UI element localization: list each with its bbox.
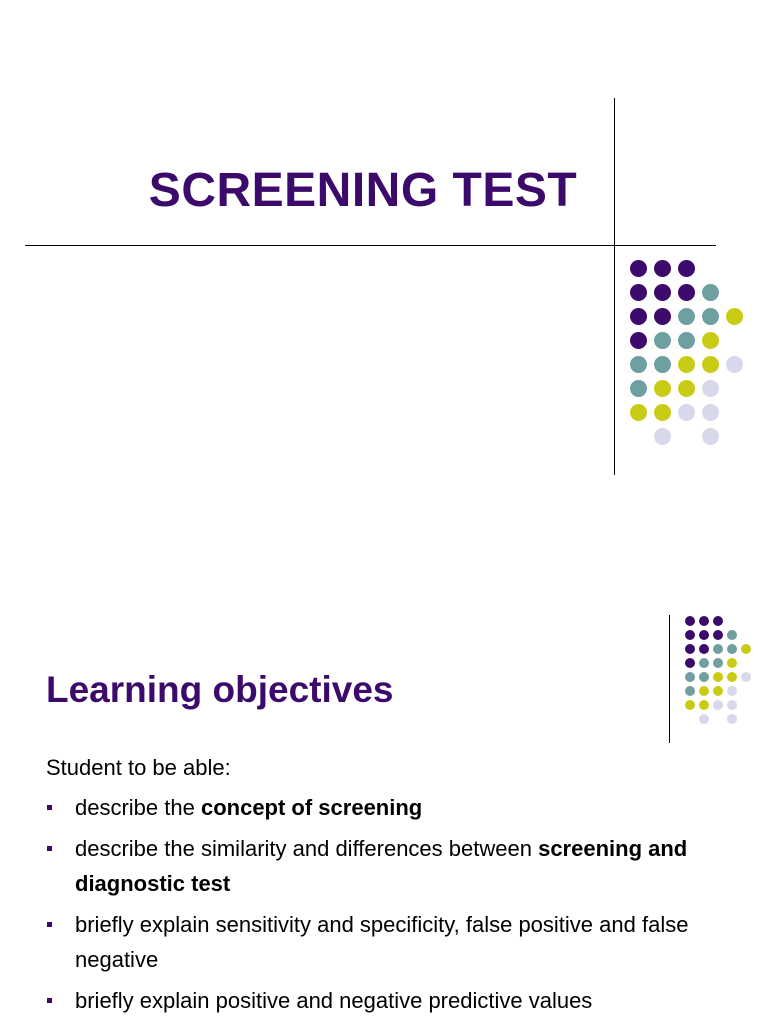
decorative-dot bbox=[699, 658, 709, 668]
decorative-dot bbox=[685, 700, 695, 710]
decorative-dot bbox=[630, 404, 647, 421]
decorative-dot bbox=[630, 260, 647, 277]
decorative-dot bbox=[685, 616, 695, 626]
decorative-dot bbox=[685, 644, 695, 654]
decorative-dot bbox=[713, 616, 723, 626]
decorative-dot bbox=[678, 308, 695, 325]
decorative-dot bbox=[726, 356, 743, 373]
decorative-dot bbox=[630, 356, 647, 373]
objectives-intro: Student to be able: bbox=[46, 755, 231, 780]
objectives-slide bbox=[0, 575, 768, 1024]
objectives-list bbox=[46, 790, 726, 1024]
decorative-dot bbox=[727, 644, 737, 654]
decorative-dot bbox=[699, 700, 709, 710]
decorative-dot bbox=[727, 714, 737, 724]
decorative-dot bbox=[654, 380, 671, 397]
decorative-dot bbox=[678, 284, 695, 301]
objectives-divider-vertical bbox=[669, 615, 670, 743]
decorative-dot bbox=[727, 672, 737, 682]
decorative-dot bbox=[654, 308, 671, 325]
decorative-dot bbox=[713, 658, 723, 668]
decorative-dot bbox=[702, 428, 719, 445]
decorative-dot bbox=[741, 644, 751, 654]
decorative-dot bbox=[654, 404, 671, 421]
decorative-dot bbox=[727, 630, 737, 640]
objective-item: briefly explain positive and negative predictive values bbox=[46, 983, 726, 1018]
decorative-dot bbox=[699, 672, 709, 682]
decorative-dot bbox=[678, 404, 695, 421]
decorative-dot bbox=[685, 630, 695, 640]
decorative-dot bbox=[702, 284, 719, 301]
decorative-dot bbox=[713, 644, 723, 654]
bullet-square-icon bbox=[47, 998, 52, 1003]
decorative-dot bbox=[678, 356, 695, 373]
title-divider-horizontal bbox=[25, 245, 716, 246]
decorative-dot bbox=[727, 700, 737, 710]
title-divider-vertical bbox=[614, 98, 615, 475]
decorative-dot bbox=[654, 428, 671, 445]
decorative-dot bbox=[702, 332, 719, 349]
decorative-dot bbox=[713, 630, 723, 640]
decorative-dot bbox=[630, 332, 647, 349]
decorative-dot bbox=[685, 658, 695, 668]
bullet-square-icon bbox=[47, 846, 52, 851]
slide-title: SCREENING TEST bbox=[148, 164, 578, 217]
decorative-dot bbox=[699, 616, 709, 626]
decorative-dot bbox=[702, 404, 719, 421]
decorative-dot bbox=[727, 686, 737, 696]
objective-item: describe the concept of screening bbox=[46, 790, 726, 825]
decorative-dot bbox=[713, 672, 723, 682]
decorative-dot bbox=[685, 672, 695, 682]
objectives-title: Learning objectives bbox=[46, 669, 394, 710]
decorative-dot bbox=[713, 700, 723, 710]
decorative-dot bbox=[726, 308, 743, 325]
decorative-dot bbox=[685, 686, 695, 696]
decorative-dot bbox=[713, 686, 723, 696]
decorative-dot bbox=[630, 308, 647, 325]
decorative-dot bbox=[654, 356, 671, 373]
decorative-dot bbox=[699, 714, 709, 724]
decorative-dot bbox=[702, 380, 719, 397]
decorative-dot bbox=[630, 380, 647, 397]
decorative-dot bbox=[678, 260, 695, 277]
decorative-dot bbox=[702, 356, 719, 373]
objective-item: describe the similarity and differences between screening and diagnostic test bbox=[46, 831, 726, 901]
decorative-dot bbox=[699, 686, 709, 696]
decorative-dot bbox=[678, 380, 695, 397]
objective-item: briefly explain sensitivity and specificity, false positive and false negative bbox=[46, 907, 726, 977]
bullet-square-icon bbox=[47, 922, 52, 927]
decorative-dot bbox=[741, 672, 751, 682]
decorative-dot bbox=[654, 284, 671, 301]
decorative-dot bbox=[654, 260, 671, 277]
decorative-dot bbox=[654, 332, 671, 349]
decorative-dot bbox=[678, 332, 695, 349]
decorative-dot bbox=[702, 308, 719, 325]
bullet-square-icon bbox=[47, 805, 52, 810]
decorative-dot bbox=[630, 284, 647, 301]
decorative-dot bbox=[699, 630, 709, 640]
decorative-dot bbox=[727, 658, 737, 668]
decorative-dot bbox=[699, 644, 709, 654]
